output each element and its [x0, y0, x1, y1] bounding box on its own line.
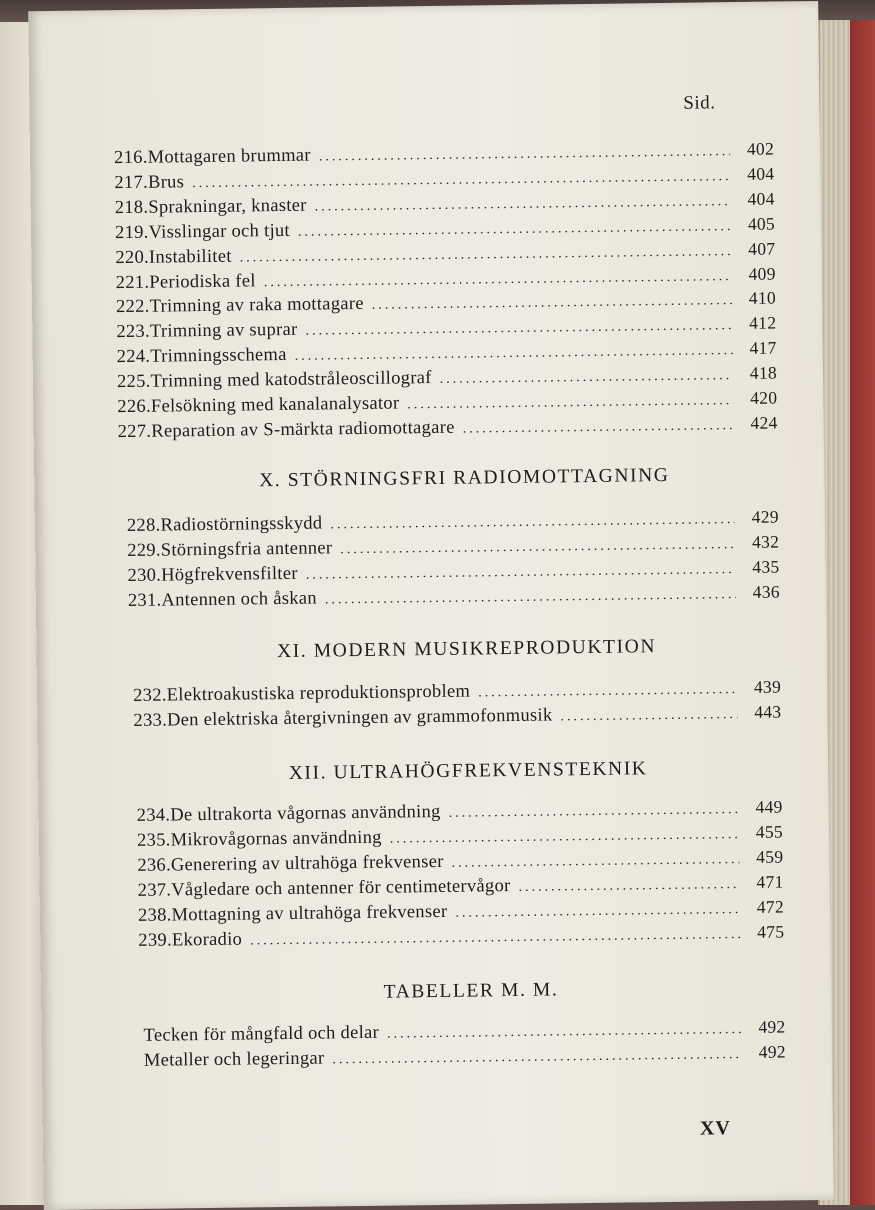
toc-entry-title: De ultrakorta vågornas användning — [170, 801, 441, 826]
section-heading-xii: XII. ULTRAHÖGFREKVENSTEKNIK — [288, 758, 648, 784]
toc-entry-title: Antennen och åskan — [161, 588, 318, 611]
toc-entry-title: Trimning av suprar — [149, 320, 298, 343]
toc-entry-page: 436 — [752, 581, 780, 602]
toc-entry-page: 475 — [757, 921, 785, 942]
toc-entry-number: 218. — [114, 197, 149, 218]
toc-entry-page: 449 — [755, 796, 783, 817]
leader-dots — [192, 169, 730, 192]
toc-entry-number: 236. — [137, 855, 172, 876]
leader-dots — [298, 219, 731, 241]
toc-entry — [128, 581, 780, 612]
leader-dots — [463, 418, 734, 438]
toc-entry — [144, 1041, 786, 1071]
leader-dots — [452, 852, 740, 872]
leader-dots — [372, 293, 732, 314]
toc-entry-page: 471 — [756, 871, 784, 892]
toc-entry-page: 405 — [747, 213, 776, 234]
section-heading-xi: XI. MODERN MUSIKREPRODUKTION — [276, 636, 657, 663]
toc-entry-page: 435 — [752, 556, 780, 577]
toc-entry-number: 230. — [127, 565, 162, 586]
toc-entry-title: Trimning av raka mottagare — [149, 294, 364, 318]
leader-dots — [387, 1022, 742, 1043]
page-column-label: Sid. — [683, 92, 716, 114]
leader-dots — [560, 707, 737, 725]
toc-entry — [118, 412, 778, 443]
toc-entry-number: 220. — [115, 247, 150, 268]
toc-entry-number: 229. — [127, 540, 161, 561]
leader-dots — [332, 1047, 742, 1068]
toc-entry — [138, 921, 784, 951]
toc-entry-number: 216. — [113, 147, 148, 169]
toc-entry-page: 439 — [753, 676, 782, 697]
toc-entry-number: 238. — [137, 905, 172, 926]
toc-entry-number: 232. — [133, 685, 167, 706]
toc-entry-number: 221. — [115, 272, 150, 293]
toc-entry-page: 410 — [748, 287, 777, 309]
leader-dots — [478, 682, 737, 701]
toc-entry-number: 223. — [116, 322, 151, 343]
section-heading-tables: TABELLER M. M. — [383, 979, 559, 1003]
toc-entry-title: Trimning med katodstråleoscillograf — [150, 368, 432, 392]
toc-entry-number: 227. — [117, 421, 152, 443]
toc-entry-title: Vågledare och antenner för centimetervågor — [171, 876, 511, 901]
toc-entry-page: 412 — [749, 312, 777, 334]
book-cover-edge — [850, 20, 875, 1205]
leader-dots — [390, 827, 739, 848]
toc-entry-number: 235. — [136, 830, 171, 851]
toc-entry-page: 492 — [758, 1016, 786, 1037]
toc-entry-title: Brus — [147, 172, 185, 193]
toc-entry-number: 219. — [114, 222, 149, 243]
toc-entry-page: 420 — [750, 387, 778, 408]
section-heading-x: X. STÖRNINGSFRI RADIOMOTTAGNING — [258, 464, 670, 492]
leader-dots — [305, 318, 732, 340]
toc-entry-title: Periodiska fel — [149, 270, 256, 293]
toc-entry-title: Störningsfria antenner — [160, 538, 333, 561]
leader-dots — [250, 927, 740, 949]
toc-entry-title: Visslingar och tjut — [148, 220, 291, 243]
toc-entry-page: 472 — [756, 896, 785, 917]
toc-entry-number: 233. — [133, 710, 168, 731]
toc-entry-title: Tecken för mångfald och delar — [143, 1022, 380, 1046]
toc-entry-number: 217. — [114, 172, 149, 194]
toc-entry-page: 492 — [758, 1041, 786, 1062]
toc-entry-title: Felsökning med kanalanalysator — [150, 393, 400, 417]
leader-dots — [306, 562, 736, 584]
toc-entry-title: Mottagning av ultrahöga frekvenser — [171, 901, 448, 926]
toc-entry-title: Sprakningar, knaster — [148, 195, 307, 218]
toc-entry-number: 239. — [138, 930, 173, 951]
leader-dots — [295, 343, 733, 365]
toc-entry-number: 225. — [116, 371, 151, 393]
toc-entry-page: 443 — [754, 701, 782, 722]
toc-entry-number: 237. — [137, 880, 172, 901]
leader-dots — [325, 587, 736, 608]
leader-dots — [455, 902, 740, 922]
toc-entry-title: Radiostörningsskydd — [160, 513, 323, 536]
toc-entry-title: Metaller och legeringar — [143, 1048, 325, 1071]
toc-entry-title: Den elektriska återgivningen av grammofonmusik — [166, 705, 553, 731]
leader-dots — [315, 194, 731, 215]
toc-entry-page: 404 — [747, 188, 775, 209]
toc-entry-page: 402 — [746, 138, 775, 159]
toc-entry-title: Mottagaren brummar — [147, 145, 311, 168]
leader-dots — [330, 512, 735, 533]
toc-entry-title: Elektroakustiska reproduktionsproblem — [166, 681, 471, 706]
leader-dots — [240, 244, 732, 266]
toc-entry-page: 404 — [747, 163, 775, 184]
page-folio: XV — [699, 1117, 732, 1140]
leader-dots — [264, 269, 732, 291]
toc-entry-page: 424 — [750, 412, 778, 433]
toc-entry-title: Ekoradio — [171, 929, 243, 951]
toc-entry-number: 228. — [126, 515, 161, 537]
toc-entry — [133, 701, 781, 731]
book-page — [28, 1, 834, 1210]
toc-entry-number: 231. — [127, 590, 162, 611]
toc-entry-page: 407 — [748, 238, 776, 259]
toc-entry-page: 432 — [751, 531, 780, 552]
toc-entry-page: 409 — [748, 263, 776, 284]
leader-dots — [518, 877, 739, 896]
toc-entry-number: 224. — [116, 346, 151, 368]
toc-entry-number: 222. — [115, 297, 150, 318]
toc-entry-title: Trimningsschema — [150, 345, 287, 367]
toc-entry-title: Mikrovågornas användning — [170, 827, 382, 851]
leader-dots — [440, 368, 733, 388]
toc-entry-number: 226. — [117, 396, 152, 418]
leader-dots — [319, 144, 730, 165]
leader-dots — [449, 802, 739, 822]
toc-entry-title: Högfrekvensfilter — [161, 563, 298, 586]
toc-entry-title: Reparation av S-märkta radiomottagare — [151, 417, 455, 442]
leader-dots — [340, 537, 735, 558]
toc-entry-page: 417 — [749, 337, 777, 359]
toc-entry-page: 459 — [756, 846, 784, 867]
toc-entry-page: 455 — [755, 821, 784, 842]
toc-entry-number: 234. — [136, 805, 171, 826]
leader-dots — [407, 393, 733, 413]
toc-entry-page: 429 — [751, 506, 779, 527]
toc-entry-title: Generering av ultrahöga frekvenser — [170, 851, 444, 876]
toc-entry-title: Instabilitet — [148, 246, 232, 268]
toc-entry-page: 418 — [749, 362, 778, 383]
